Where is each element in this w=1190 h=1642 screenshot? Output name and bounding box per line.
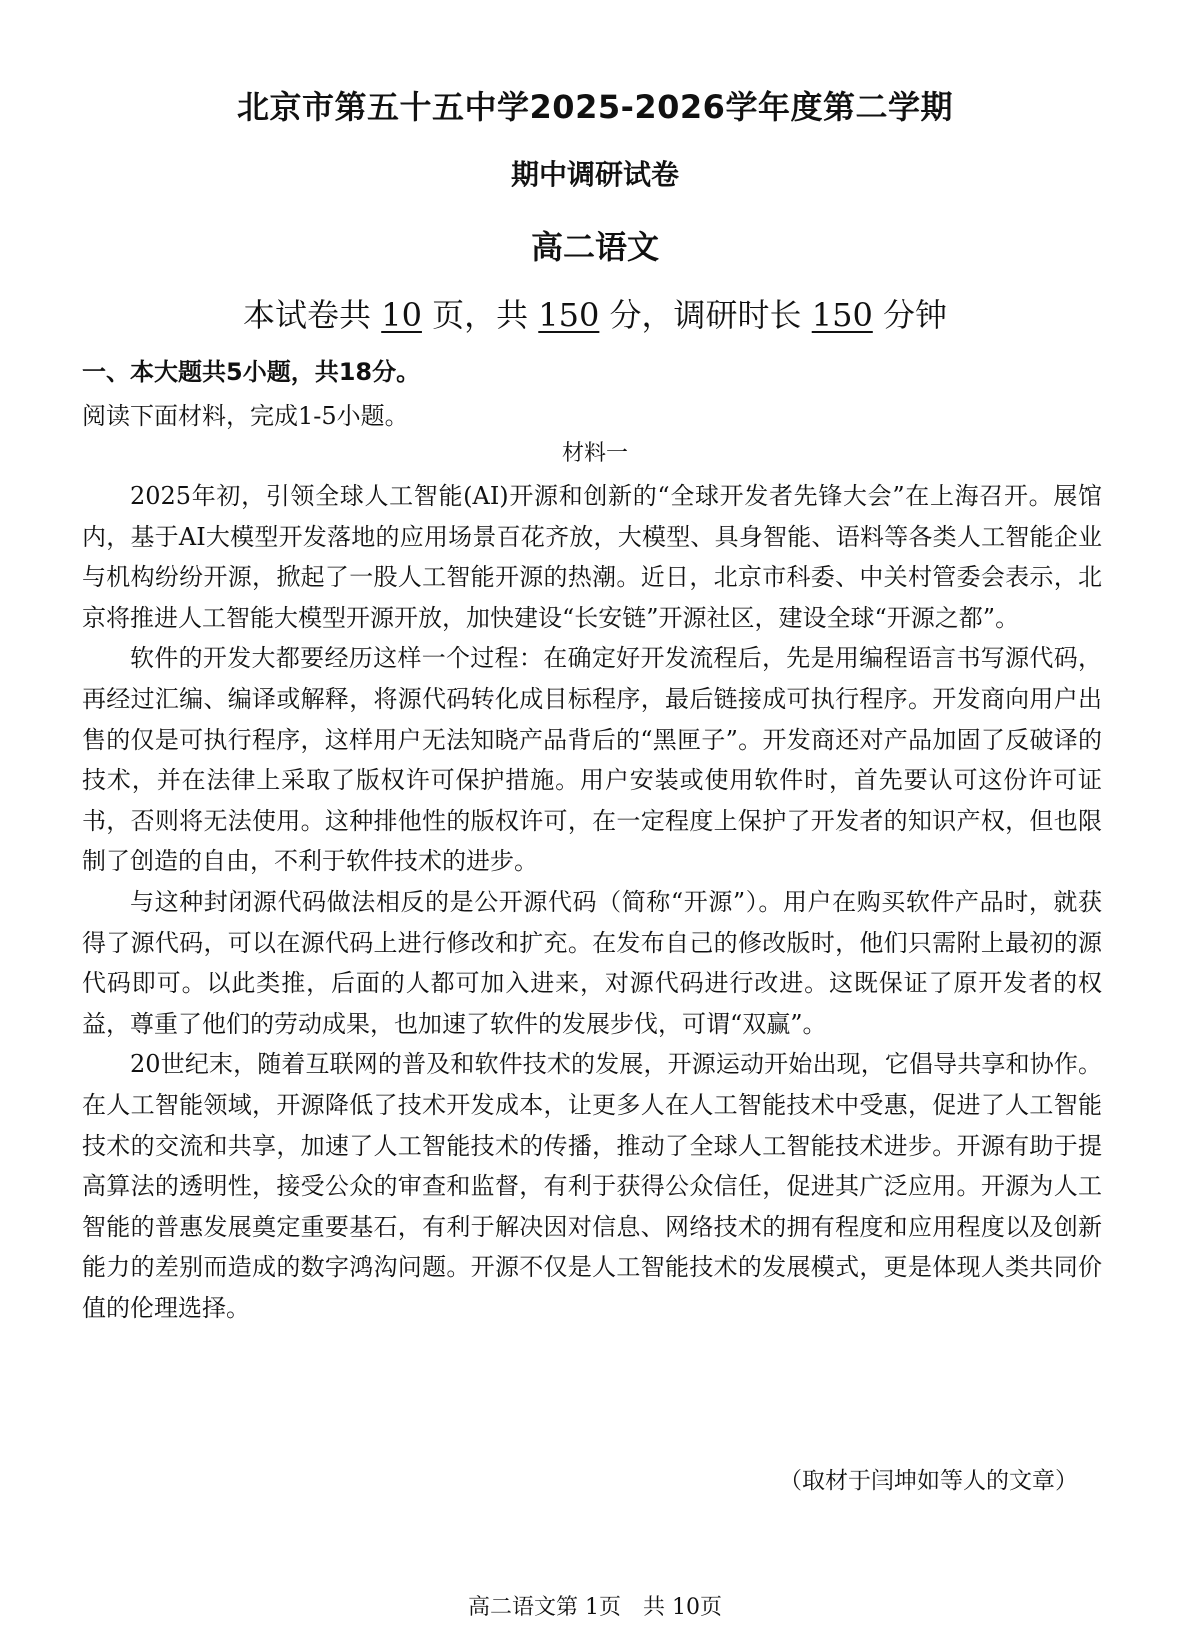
section-instruction: 阅读下面材料，完成1-5小题。	[82, 402, 409, 430]
exam-info-score-unit: 分，调研时长	[609, 296, 802, 334]
exam-info-duration-unit: 分钟	[882, 296, 947, 334]
exam-info-score: 150	[538, 296, 600, 334]
exam-info-prefix: 本试卷共	[243, 296, 372, 334]
exam-info	[0, 290, 1190, 336]
exam-info-pages: 10	[381, 296, 422, 334]
school-title: 北京市第五十五中学2025-2026学年度第二学期	[237, 88, 953, 126]
paragraph: 软件的开发大都要经历这样一个过程：在确定好开发流程后，先是用编程语言书写源代码，再经过汇编、编译或解释，将源代码转化成目标程序，最后链接成可执行程序。开发商向用户出售的仅是可执行程序，这样用户无法知晓产品背后的“黑匣子”。开发商还对产品加固了反破译的技术，并在法律上采取了版权许可保护措施。用户安装或使用软件时，首先要认可这份许可证书，否则将无法使用。这种排他性的版权许可，在一定程度上保护了开发者的知识产权，但也限制了创造的自由，不利于软件技术的进步。	[82, 644, 1102, 876]
paragraph: 20世纪末，随着互联网的普及和软件技术的发展，开源运动开始出现，它倡导共享和协作。在人工智能领域，开源降低了技术开发成本，让更多人在人工智能技术中受惠，促进了人工智能技术的交流和共享，加速了人工智能技术的传播，推动了全球人工智能技术进步。开源有助于提高算法的透明性，接受公众的审查和监督，有利于获得公众信任，促进其广泛应用。开源为人工智能的普惠发展奠定重要基石，有利于解决因对信息、网络技术的拥有程度和应用程度以及创新能力的差别而造成的数字鸿沟问题。开源不仅是人工智能技术的发展模式，更是体现人类共同价值的伦理选择。	[82, 1050, 1102, 1322]
source-citation: （取材于闫坤如等人的文章）	[779, 1468, 1078, 1494]
material-title: 材料一	[561, 441, 628, 466]
paragraph: 与这种封闭源代码做法相反的是公开源代码（简称“开源”）。用户在购买软件产品时，就获得了源代码，可以在源代码上进行修改和扩充。在发布自己的修改版时，他们只需附上最初的源代码即可。以此类推，后面的人都可加入进来，对源代码进行改进。这既保证了原开发者的权益，尊重了他们的劳动成果，也加速了软件的发展步伐，可谓“双赢”。	[82, 887, 1102, 1038]
paragraph: 2025年初，引领全球人工智能(AI)开源和创新的“全球开发者先锋大会”在上海召开。展馆内，基于AI大模型开发落地的应用场景百花齐放，大模型、具身智能、语料等各类人工智能企业与机构纷纷开源，掀起了一股人工智能开源的热潮。近日，北京市科委、中关村管委会表示，北京将推进人工智能大模型开源开放，加快建设“长安链”开源社区，建设全球“开源之都”。	[82, 482, 1102, 632]
exam-info-pages-unit: 页，共	[432, 296, 529, 334]
material-body	[82, 476, 1102, 1328]
exam-title: 期中调研试卷	[510, 158, 679, 191]
page-footer: 高二语文第 1页 共 10页	[468, 1595, 722, 1620]
subject-title: 高二语文	[530, 228, 659, 266]
exam-info-duration: 150	[811, 296, 873, 334]
section-heading: 一、本大题共5小题，共18分。	[82, 358, 421, 386]
